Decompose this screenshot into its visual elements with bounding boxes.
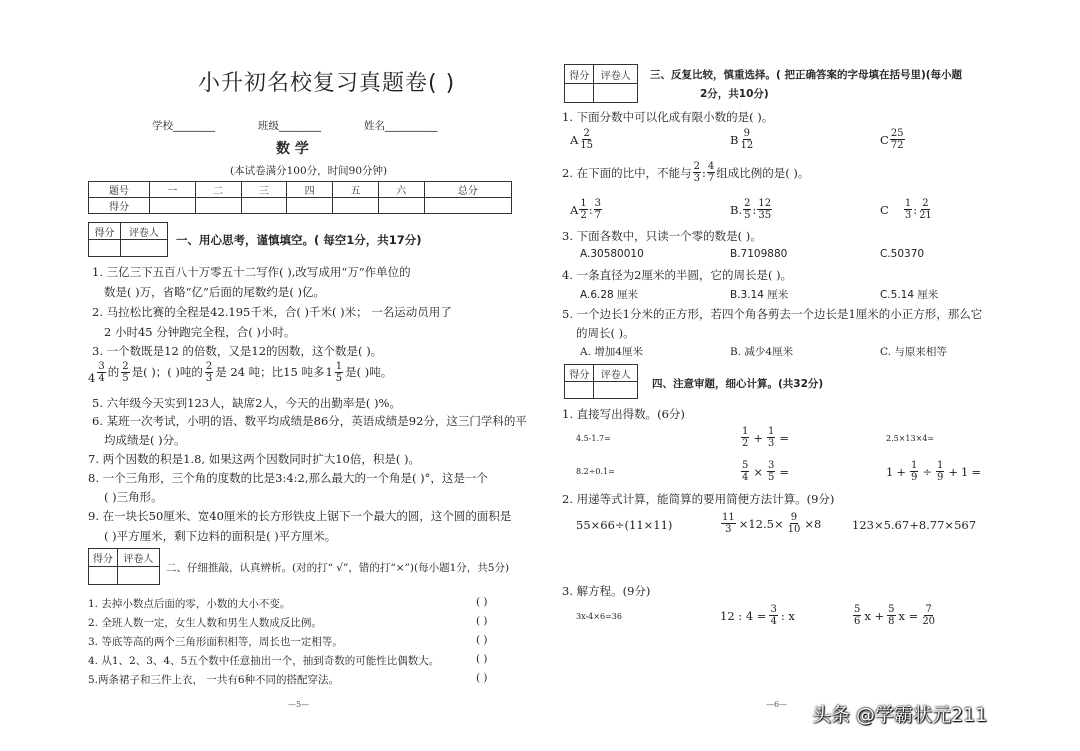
grader-box-3: [564, 64, 638, 103]
s3-q2-opt-a: A $\frac{1}{2}$ : $\frac{3}{7}$: [570, 198, 601, 221]
page-number: —6—: [766, 700, 788, 709]
s3-q1-opt-b: B $\frac{9}{12}$: [730, 128, 754, 151]
s3-q5-line1: 5. 一个边长1分米的正方形，若四个角各剪去一个边长是1厘米的小正方形，那么它: [562, 307, 983, 321]
q4-part: 是 24 吨；比15 吨多: [215, 365, 325, 379]
judge-item-4: 4. 从1、2、3、4、5五个数中任意抽出一个，抽到奇数的可能性比偶数大。: [88, 655, 440, 667]
q2-line1: 2. 马拉松比赛的全程是42.195千米，合( )千米( )米； 一名运动员用了: [92, 305, 452, 319]
grader-box-4: [564, 364, 638, 399]
grader-score-label: 得分: [565, 65, 594, 84]
equation-1: 3x-4×6=36: [576, 612, 622, 621]
answer-paren: ( ): [476, 653, 488, 665]
fraction: $\frac{1}{5}$: [335, 360, 343, 384]
school-field: 学校________: [152, 120, 215, 132]
score-header: 二: [195, 182, 241, 198]
s3-q5-opt-c: C. 与原来相等: [880, 346, 947, 358]
exam-title: 小升初名校复习真题卷( ): [198, 71, 456, 96]
q8-line2: ( )三角形。: [104, 490, 163, 504]
class-field: 班级________: [258, 120, 321, 132]
section1-title: 一、用心思考，谨慎填空。( 每空1分，共17分): [176, 233, 422, 247]
right-page: [540, 0, 1080, 751]
calc2-item-2: $\frac{11}{3}$ ×12.5× $\frac{9}{10}$ ×8: [722, 512, 822, 535]
score-cell: [424, 198, 511, 214]
grader-cell: [565, 84, 594, 103]
grader-score-label: 得分: [89, 223, 121, 240]
grader-label: 评卷人: [117, 549, 159, 567]
s3-q1-opt-a: A $\frac{2}{15}$: [570, 128, 594, 151]
s3-q3-opt-c: C.50370: [880, 248, 925, 260]
q1-line1: 1. 三亿三下五百八十万零五十二写作( ),改写成用“万”作单位的: [92, 265, 411, 279]
calc-item: 2.5×13×4=: [886, 434, 935, 443]
judge-item-1: 1. 去掉小数点后面的零，小数的大小不变。: [88, 598, 291, 610]
q4-number: 4: [88, 371, 96, 385]
s3-q4-opt-b: B.3.14 厘米: [730, 289, 789, 301]
equation-2: 12 : 4 = $\frac{3}{4}$ : x: [720, 604, 795, 627]
score-header: 五: [333, 182, 379, 198]
grader-cell: [594, 84, 638, 103]
q3: 3. 一个数既是12 的倍数，又是12的因数，这个数是( )。: [92, 344, 383, 358]
score-cell: [241, 198, 287, 214]
fraction: $\frac{2}{5}$: [122, 360, 129, 384]
grader-box-1: [88, 222, 168, 257]
calc-item-fractions: $\frac{5}{4}$ × $\frac{3}{5}$ =: [742, 460, 790, 483]
score-cell: [333, 198, 379, 214]
grader-label: 评卷人: [594, 365, 638, 382]
score-cell: [150, 198, 196, 214]
q4: 4 $\frac{3}{4}$ 的 $\frac{2}{5}$ 是( )；( )吨的 $\frac{2}{3}$ 是 24 吨；比15 吨多 1 $\frac{1}{5}$ 是( )吨。: [88, 360, 393, 385]
score-row-label: 得分: [89, 198, 150, 214]
s3-q4: 4. 一条直径为2厘米的半圆，它的周长是( )。: [562, 268, 793, 282]
s3-q5-opt-a: A. 增加4厘米: [580, 346, 643, 358]
s3-q1-opt-c: C $\frac{25}{72}$: [880, 128, 904, 151]
judge-item-5: 5.两条裙子和三件上衣， 一共有6种不同的搭配穿法。: [88, 674, 340, 686]
s3-q4-opt-a: A.6.28 厘米: [580, 289, 639, 301]
s3-q5-opt-b: B. 减少4厘米: [730, 346, 794, 358]
watermark: 头条 @学霸状元211: [812, 704, 988, 726]
fraction: $\frac{2}{3}$: [205, 360, 213, 384]
grader-label: 评卷人: [120, 223, 167, 240]
judge-item-3: 3. 等底等高的两个三角形面积相等，周长也一定相等。: [88, 636, 343, 648]
q7: 7. 两个因数的积是1.8, 如果这两个因数同时扩大10倍，积是( )。: [88, 452, 420, 466]
q9-line2: ( )平方厘米，剩下边料的面积是( )平方厘米。: [104, 529, 337, 543]
score-header: 六: [378, 182, 424, 198]
grader-score-label: 得分: [565, 365, 594, 382]
score-cell: [378, 198, 424, 214]
grader-score-label: 得分: [89, 549, 118, 567]
grader-cell: [594, 382, 638, 399]
section3-title: 三、反复比较，慎重选择。( 把正确答案的字母填在括号里)(每小题: [650, 69, 963, 81]
grader-box-2: [88, 548, 160, 585]
section4-title: 四、注意审题，细心计算。(共32分): [652, 378, 824, 390]
s3-q3: 3. 下面各数中，只读一个零的数是( )。: [562, 229, 762, 243]
calc2-item-3: 123×5.67+8.77×567: [852, 518, 977, 532]
exam-note: (本试卷满分100分，时间90分钟): [230, 165, 388, 177]
section3-title-cont: 2分，共10分): [700, 88, 769, 100]
score-cell: [287, 198, 333, 214]
section2-title: 二、仔细推敲，认真辨析。(对的打“ √”，错的打“×”)(每小题1分，共5分): [166, 562, 510, 574]
answer-paren: ( ): [476, 615, 488, 627]
score-table: [88, 181, 512, 214]
grader-cell: [120, 240, 167, 257]
score-header: 三: [241, 182, 287, 198]
score-header: 一: [150, 182, 196, 198]
q4-part: 是( )吨。: [345, 365, 393, 379]
answer-paren: ( ): [476, 596, 488, 608]
q8-line1: 8. 一个三角形，三个角的度数的比是3:4:2,那么最大的一个角是( )°，这是一个: [88, 471, 488, 485]
calc-item: 4.5-1.7=: [576, 434, 611, 443]
calc2-item-1: 55×66÷(11×11): [576, 518, 673, 532]
grader-cell: [89, 240, 121, 257]
judge-item-2: 2. 全班人数一定，女生人数和男生人数成反比例。: [88, 617, 322, 629]
q4-part: 是( )；( )吨的: [131, 365, 203, 379]
s3-q3-opt-b: B.7109880: [730, 248, 788, 260]
q6-line2: 均成绩是( )分。: [104, 433, 186, 447]
q1-line2: 数是( )万，省略“亿”后面的尾数约是( )亿。: [104, 285, 326, 299]
s4-sub3: 3. 解方程。(9分): [562, 584, 651, 598]
equation-3: $\frac{5}{6}$ x + $\frac{5}{8}$ x = $\frac{7}{20}$: [854, 604, 936, 627]
mixed-whole: 1: [325, 365, 333, 379]
page-number: —5—: [288, 700, 310, 709]
calc-item-fractions: $\frac{1}{2}$ + $\frac{1}{3}$ =: [742, 426, 790, 449]
score-header: 四: [287, 182, 333, 198]
calc-item: 8.2÷0.1=: [576, 467, 615, 476]
score-cell: [195, 198, 241, 214]
grader-label: 评卷人: [594, 65, 638, 84]
score-header: 总分: [424, 182, 511, 198]
s3-q3-opt-a: A.30580010: [580, 248, 644, 260]
q5: 5. 六年级今天实到123人，缺席2人，今天的出勤率是( )%。: [92, 396, 401, 410]
grader-cell: [565, 382, 594, 399]
s4-sub1: 1. 直接写出得数。(6分): [562, 407, 685, 421]
q6-line1: 6. 某班一次考试，小明的语、数平均成绩是86分，英语成绩是92分，这三门学科的平: [92, 414, 527, 428]
answer-paren: ( ): [476, 672, 488, 684]
s3-q4-opt-c: C.5.14 厘米: [880, 289, 939, 301]
s3-q2-opt-b: B . $\frac{2}{5}$ : $\frac{12}{35}$: [730, 198, 772, 221]
q9-line1: 9. 在一块长50厘米、宽40厘米的长方形铁皮上锯下一个最大的圆，这个圆的面积是: [88, 509, 512, 523]
score-header: 题号: [89, 182, 150, 198]
q2-line2: 2 小时45 分钟跑完全程，合( )小时。: [104, 325, 296, 339]
s3-q1: 1. 下面分数中可以化成有限小数的是( )。: [562, 110, 774, 124]
answer-paren: ( ): [476, 634, 488, 646]
calc-item-fractions: 1 + $\frac{1}{9}$ ÷ $\frac{1}{9}$ + 1 =: [886, 460, 981, 483]
s3-q5-line2: 的周长( )。: [576, 326, 635, 340]
s3-q2: 2. 在下面的比中，不能与 $\frac{2}{3}$ : $\frac{4}{7}$ 组成比例的是( )。: [562, 161, 810, 184]
subject-title: 数 学: [276, 141, 309, 157]
grader-cell: [89, 567, 118, 585]
fraction: $\frac{3}{4}$: [98, 360, 105, 384]
s3-q2-opt-c: C $\frac{1}{3}$ : $\frac{2}{21}$: [880, 198, 932, 221]
s4-sub2: 2. 用递等式计算，能简算的要用简便方法计算。(9分): [562, 492, 835, 506]
name-field: 姓名__________: [364, 120, 438, 132]
grader-cell: [117, 567, 159, 585]
